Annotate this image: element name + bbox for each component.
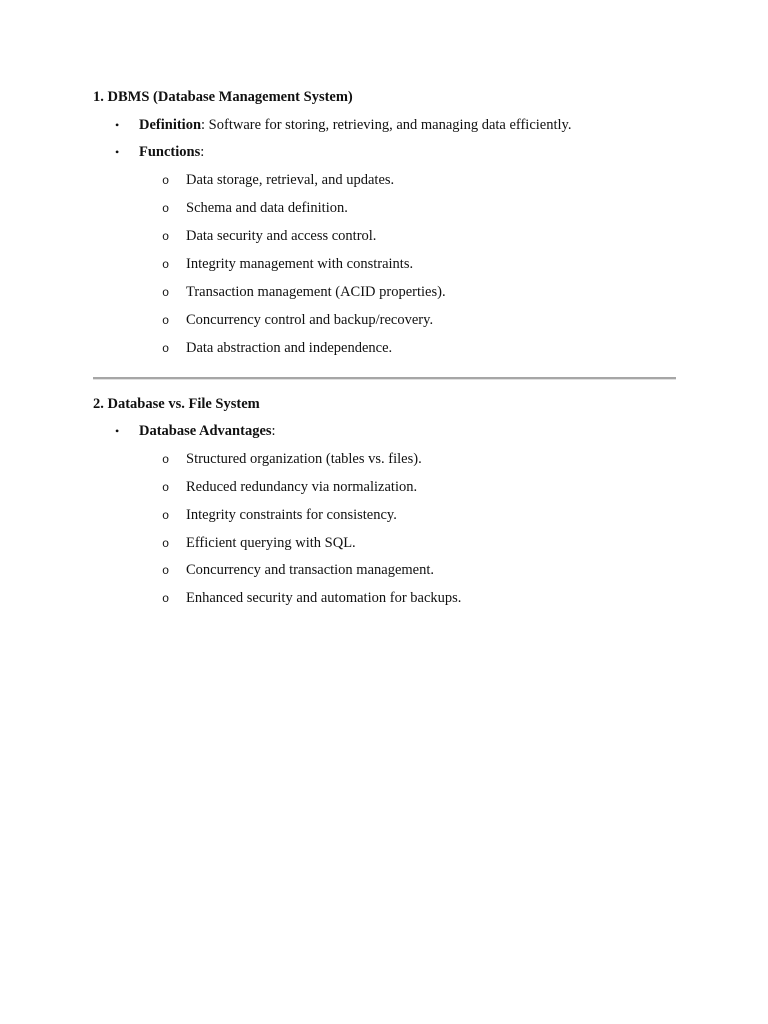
bullet-circle: o <box>162 258 170 272</box>
bullet-dot: • <box>115 424 120 438</box>
function-list-item: o Transaction management (ACID properties). <box>162 284 446 300</box>
definition-item <box>115 116 571 134</box>
functions-item <box>115 143 204 161</box>
advantage-list-item: o Concurrency and transaction management. <box>162 562 435 578</box>
bullet-circle: o <box>162 286 170 300</box>
advantage-list-item: o Structured organization (tables vs. files). <box>162 451 422 467</box>
definition-label: Definition <box>139 117 202 133</box>
function-list-item: o Integrity management with constraints. <box>162 256 414 272</box>
advantages-label: Database Advantages <box>139 423 272 439</box>
function-list-item: o Data security and access control. <box>162 228 377 244</box>
bullet-circle: o <box>162 509 170 523</box>
bullet-circle: o <box>162 174 170 188</box>
advantages-colon: : <box>271 423 276 439</box>
bullet-circle: o <box>162 537 170 551</box>
bullet-circle: o <box>162 481 170 495</box>
advantage-list-item: o Integrity constraints for consistency. <box>162 507 397 523</box>
section-2-heading: 2. Database vs. File System <box>93 396 260 412</box>
advantage-list-item: o Enhanced security and automation for backups. <box>162 590 462 606</box>
horizontal-divider <box>93 377 676 380</box>
bullet-circle: o <box>162 342 170 356</box>
bullet-circle: o <box>162 314 170 328</box>
bullet-circle: o <box>162 202 170 216</box>
function-list-item: o Data storage, retrieval, and updates. <box>162 172 395 188</box>
function-list-item: o Schema and data definition. <box>162 200 348 216</box>
bullet-circle: o <box>162 564 170 578</box>
functions-label: Functions <box>139 144 201 160</box>
section-1-heading: 1. DBMS (Database Management System) <box>93 89 353 105</box>
advantage-list-item: o Reduced redundancy via normalization. <box>162 479 418 495</box>
definition-text: : Software for storing, retrieving, and managing data efficiently. <box>201 117 572 133</box>
advantages-item <box>115 422 276 440</box>
bullet-circle: o <box>162 592 170 606</box>
function-list-item: o Concurrency control and backup/recovery. <box>162 312 434 328</box>
advantage-list-item: o Efficient querying with SQL. <box>162 535 356 551</box>
bullet-dot: • <box>115 118 120 132</box>
functions-colon: : <box>200 144 205 160</box>
bullet-circle: o <box>162 453 170 467</box>
bullet-circle: o <box>162 230 170 244</box>
function-list-item: o Data abstraction and independence. <box>162 340 393 356</box>
bullet-dot: • <box>115 145 120 159</box>
